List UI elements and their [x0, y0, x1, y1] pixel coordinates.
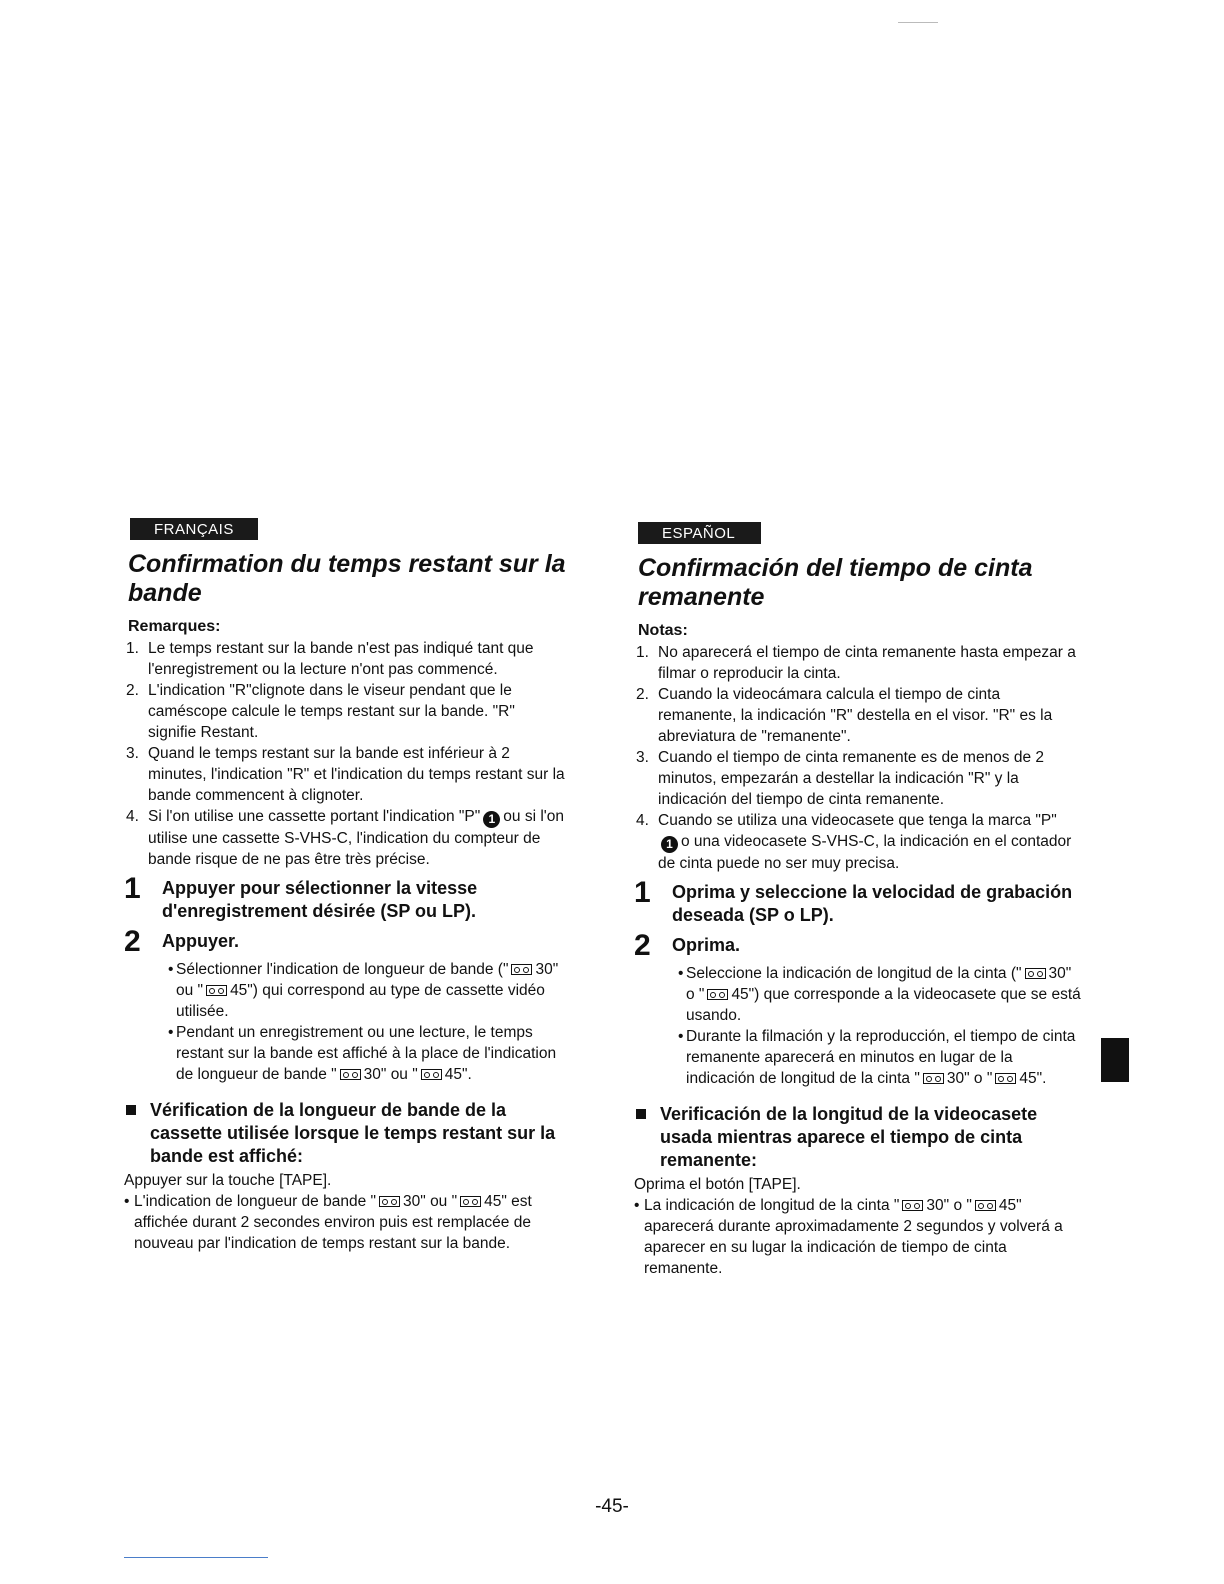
text-part: Pendant un enregistrement ou une lecture, le temps restant sur la bande est affiché à la place de l'indication de longueur de bande "	[176, 1024, 557, 1083]
bottom-rule	[124, 1557, 268, 1558]
step-text: Oprima y seleccione la velocidad de grabación deseada (SP o LP).	[672, 882, 1073, 925]
note-text: L'indication "R"clignote dans le viseur pendant que le caméscope calcule le temps restant sur la bande. "R" signifie Restant.	[148, 682, 515, 741]
bullet-item	[678, 963, 1082, 1026]
text-part: 45".	[1019, 1070, 1047, 1087]
note-number: 1.	[126, 640, 139, 657]
section-title-spanish: Confirmación del tiempo de cinta remanente	[638, 554, 1033, 611]
section-heading-text: Verificación de la longitud de la videocasete usada mientras aparece el tiempo de cinta remanente:	[660, 1104, 1038, 1170]
step-text: Appuyer pour sélectionner la vitesse d'enregistrement désirée (SP ou LP).	[162, 878, 478, 921]
text-part: L'indication de longueur de bande "	[134, 1193, 377, 1210]
instruction-line: Oprima el botón [TAPE].	[634, 1176, 801, 1193]
cassette-icon	[975, 1200, 996, 1211]
text-part: La indicación de longitud de la cinta "	[644, 1197, 900, 1214]
note-text	[658, 810, 1082, 874]
note-item	[632, 642, 1082, 684]
note-item	[122, 638, 572, 680]
note-text: No aparecerá el tiempo de cinta remanente hasta empezar a filmar o reproducir la cinta.	[658, 644, 1076, 682]
step-text: Appuyer.	[162, 931, 240, 951]
scan-mark	[898, 22, 938, 23]
note-text: Quand le temps restant sur la bande est inférieur à 2 minutes, l'indication "R" et l'indication du temps restant sur la bande commencent à clignoter.	[148, 745, 565, 804]
text-part: 30" o "	[946, 1070, 993, 1087]
bullet-dot: •	[124, 1193, 130, 1210]
text-part: 30" ou "	[176, 961, 559, 999]
bullet-item	[168, 959, 572, 1022]
text-part: 30" o "	[686, 965, 1072, 1003]
notes-list	[122, 638, 572, 870]
instruction-line: Appuyer sur la touche [TAPE].	[124, 1172, 332, 1189]
note-item	[122, 743, 572, 806]
cassette-icon	[206, 985, 227, 996]
text-part: 45") qui correspond au type de cassette vidéo utilisée.	[176, 982, 545, 1020]
step-text: Oprima.	[672, 935, 741, 955]
step-1	[122, 874, 572, 923]
text-part: 45" aparecerá durante aproximadamente 2 segundos y volverá a aparecer en su lugar la indicación de tiempo de cinta remanente.	[644, 1197, 1063, 1277]
text-part: 30" ou "	[403, 1193, 458, 1210]
cassette-icon	[707, 989, 728, 1000]
note-number: 4.	[126, 808, 139, 825]
cassette-icon	[923, 1073, 944, 1084]
bullet-item	[634, 1195, 1082, 1279]
note-text-part: ou si l'on utilise une cassette S-VHS-C, l'indication du compteur de bande risque de ne pas être très précise.	[148, 808, 564, 868]
page-number: -45-	[595, 1496, 629, 1517]
section-title-french: Confirmation du temps restant sur la bande	[128, 550, 566, 607]
cassette-icon	[379, 1196, 400, 1207]
note-number: 2.	[126, 682, 139, 699]
bullet-text	[686, 1026, 1082, 1089]
cassette-icon	[902, 1200, 923, 1211]
note-number: 2.	[636, 686, 649, 703]
bullet-dot: •	[168, 961, 174, 978]
bullet-item	[168, 1022, 572, 1085]
note-number: 3.	[636, 749, 649, 766]
bullet-dot: •	[678, 1028, 684, 1045]
bullet-text	[176, 959, 572, 1022]
note-text: Le temps restant sur la bande n'est pas indiqué tant que l'enregistrement ou la lecture n'ont pas commencé.	[148, 640, 534, 678]
text-part: Durante la filmación y la reproducción, el tiempo de cinta remanente aparecerá en minutos en lugar de la indicación de longitud de la cinta "	[686, 1028, 1076, 1087]
note-item	[122, 680, 572, 743]
cassette-icon	[460, 1196, 481, 1207]
note-number: 3.	[126, 745, 139, 762]
step-2-bullets	[168, 959, 572, 1085]
tape-length-section-body	[124, 1170, 572, 1254]
cassette-icon	[421, 1069, 442, 1080]
french-column	[122, 518, 572, 1254]
bullet-dot: •	[168, 1024, 174, 1041]
text-part: Seleccione la indicación de longitud de la cinta ("	[686, 965, 1022, 982]
note-item	[122, 806, 572, 870]
note-text-part: Si l'on utilise une cassette portant l'indication "P"	[148, 808, 481, 825]
square-bullet-icon	[636, 1109, 646, 1119]
bullet-text	[134, 1191, 572, 1254]
circled-number-icon: 1	[661, 836, 678, 853]
tape-length-section-heading	[122, 1099, 572, 1168]
cassette-icon	[340, 1069, 361, 1080]
step-number: 1	[634, 876, 651, 909]
text-part: 30" o "	[926, 1197, 972, 1214]
step-2	[122, 927, 572, 957]
note-text-part: Cuando se utiliza una videocasete que tenga la marca "P"	[658, 812, 1057, 829]
bullet-item	[124, 1191, 572, 1254]
section-index-tab	[1101, 1038, 1129, 1082]
cassette-icon	[511, 964, 532, 975]
tape-length-section-heading	[632, 1103, 1082, 1172]
step-2-bullets	[678, 963, 1082, 1089]
note-text: Cuando el tiempo de cinta remanente es de menos de 2 minutos, empezarán a destellar la indicación "R" y la indicación del tiempo de cinta remanente.	[658, 749, 1045, 808]
bullet-text	[644, 1195, 1082, 1279]
bullet-item	[678, 1026, 1082, 1089]
language-badge-french: FRANÇAIS	[130, 518, 258, 540]
spanish-column	[632, 522, 1082, 1279]
cassette-icon	[995, 1073, 1016, 1084]
bullet-text	[686, 963, 1082, 1026]
note-item	[632, 684, 1082, 747]
step-number: 1	[124, 872, 141, 905]
note-item	[632, 810, 1082, 874]
step-number: 2	[124, 925, 141, 958]
section-heading-text: Vérification de la longueur de bande de la cassette utilisée lorsque le temps restant sur la bande est affiché:	[150, 1100, 556, 1166]
text-part: 45") que corresponde a la videocasete que se está usando.	[686, 986, 1081, 1024]
tape-length-section-body	[634, 1174, 1082, 1279]
note-item	[632, 747, 1082, 810]
bullet-dot: •	[678, 965, 684, 982]
text-part: Sélectionner l'indication de longueur de bande ("	[176, 961, 509, 978]
notes-list	[632, 642, 1082, 874]
language-badge-spanish: ESPAÑOL	[638, 522, 761, 544]
text-part: 45" est affichée durant 2 secondes environ puis est remplacée de nouveau par l'indication de temps restant sur la bande.	[134, 1193, 532, 1252]
step-2	[632, 931, 1082, 961]
text-part: 30" ou "	[363, 1066, 418, 1083]
bullet-text	[176, 1022, 572, 1085]
step-number: 2	[634, 929, 651, 962]
note-number: 1.	[636, 644, 649, 661]
note-text	[148, 806, 572, 870]
notes-heading: Notas:	[638, 622, 688, 639]
cassette-icon	[1025, 968, 1046, 979]
square-bullet-icon	[126, 1105, 136, 1115]
notes-heading: Remarques:	[128, 618, 221, 635]
circled-number-icon: 1	[483, 811, 500, 828]
note-number: 4.	[636, 812, 649, 829]
bullet-dot: •	[634, 1197, 640, 1214]
step-1	[632, 878, 1082, 927]
note-text-part: o una videocasete S-VHS-C, la indicación en el contador de cinta puede no ser muy precisa.	[658, 833, 1072, 872]
text-part: 45".	[444, 1066, 472, 1083]
note-text: Cuando la videocámara calcula el tiempo de cinta remanente, la indicación "R" destella en el visor. "R" es la abreviatura de "remanente".	[658, 686, 1053, 745]
